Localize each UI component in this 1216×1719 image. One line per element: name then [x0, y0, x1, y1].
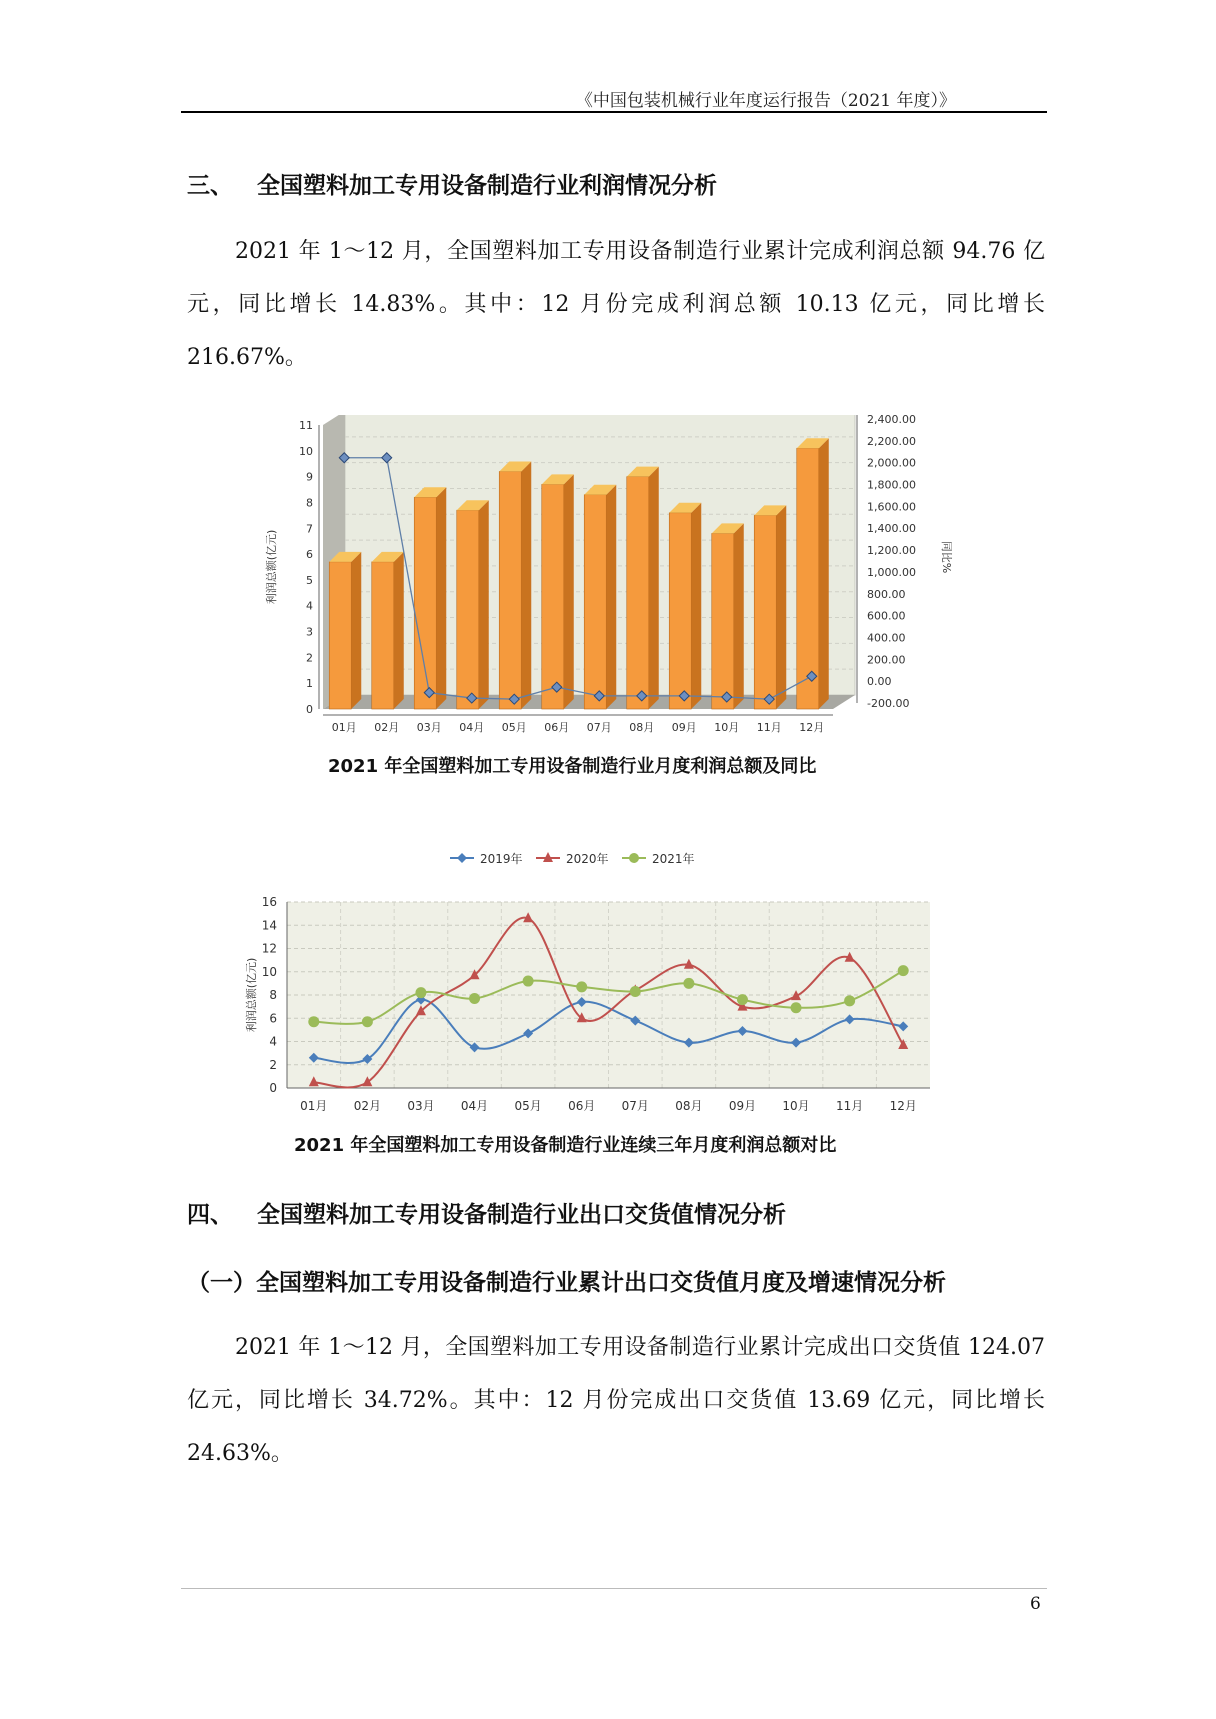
x-tick-label: 12月	[889, 1099, 917, 1113]
chart-2-caption: 2021 年全国塑料加工专用设备制造行业连续三年月度利润总额对比	[294, 1135, 837, 1156]
marker-circle	[576, 981, 587, 992]
bar-side	[351, 552, 361, 709]
y-tick-label: 16	[261, 895, 277, 909]
x-tick-label: 07月	[621, 1099, 649, 1113]
y-tick-label: 14	[261, 918, 277, 933]
marker-circle	[523, 976, 534, 987]
y-tick-label: 6	[269, 1011, 277, 1026]
y-tick-label: 2	[269, 1057, 277, 1072]
y2-tick-label: 1,200.00	[867, 544, 916, 558]
report-header: 《中国包装机械行业年度运行报告（2021 年度）》	[575, 91, 956, 111]
legend-label: 2021年	[652, 852, 695, 866]
bar-front	[712, 533, 734, 709]
bar-side	[436, 487, 446, 709]
y-tick-label: 11	[299, 419, 313, 432]
bar-front	[584, 495, 606, 709]
bar-side	[819, 438, 829, 709]
bar-front	[797, 448, 819, 709]
y2-tick-label: 2,400.00	[867, 415, 916, 426]
x-tick-label: 09月	[671, 721, 697, 734]
section-3-paragraph	[187, 225, 1045, 384]
y-tick-label: 2	[306, 651, 313, 665]
x-tick-label: 09月	[728, 1099, 757, 1113]
bar-front	[372, 562, 394, 709]
x-tick-label: 10月	[714, 721, 740, 734]
y-tick-label: 6	[306, 548, 313, 562]
y-tick-label: 0	[306, 703, 313, 716]
y-tick-label: 8	[269, 988, 277, 1002]
legend-label: 2019年	[480, 852, 523, 866]
bar-front	[754, 515, 776, 709]
section-3-title: 全国塑料加工专用设备制造行业利润情况分析	[257, 173, 717, 199]
footer-rule	[181, 1588, 1047, 1589]
section-4-paragraph-text: 2021 年 1～12 月，全国塑料加工专用设备制造行业累计完成出口交货值 124.07 亿元，同比增长 34.72%。其中：12 月份完成出口交货值 13.69 亿元，同比增长 24.63%。	[187, 1335, 1045, 1466]
bar-front	[414, 497, 436, 709]
x-tick-label: 05月	[514, 1099, 542, 1113]
section-4-number: 四、	[187, 1202, 233, 1228]
chart-1-caption: 2021 年全国塑料加工专用设备制造行业月度利润总额及同比	[328, 756, 817, 777]
header-rule	[181, 111, 1047, 113]
y2-tick-label: 200.00	[867, 653, 906, 667]
y2-axis-title: 同比%	[940, 540, 953, 574]
x-tick-label: 02月	[374, 721, 400, 734]
y2-tick-label: 1,600.00	[867, 500, 916, 514]
section-3-number: 三、	[187, 173, 233, 199]
bar-side	[734, 523, 744, 709]
y2-tick-label: 400.00	[867, 631, 906, 645]
y2-tick-label: 2,200.00	[867, 434, 916, 448]
y-tick-label: 7	[306, 522, 313, 536]
y-tick-label: 3	[306, 625, 313, 639]
bar-front	[669, 513, 691, 709]
marker-circle	[415, 987, 426, 998]
bar-side	[776, 505, 786, 709]
x-tick-label: 11月	[835, 1099, 864, 1113]
profit-comparison-line-chart	[245, 842, 955, 1122]
marker-circle	[362, 1016, 373, 1027]
y2-tick-label: 1,000.00	[867, 565, 916, 579]
x-tick-label: 10月	[782, 1099, 810, 1113]
y-tick-label: 12	[261, 941, 277, 956]
y-tick-label: 8	[306, 496, 313, 510]
x-tick-label: 01月	[300, 1099, 328, 1113]
y2-tick-label: -200.00	[867, 697, 910, 710]
y-tick-label: 10	[299, 444, 313, 458]
section-3-paragraph-text: 2021 年 1～12 月，全国塑料加工专用设备制造行业累计完成利润总额 94.76 亿元，同比增长 14.83%。其中：12 月份完成利润总额 10.13 亿元，同比增长 216.67%。	[187, 239, 1045, 370]
marker-circle	[683, 978, 694, 989]
y-axis-title: 利润总额(亿元)	[245, 957, 258, 1033]
bar-side	[479, 500, 489, 709]
x-tick-label: 06月	[544, 721, 570, 734]
page-number: 6	[1030, 1594, 1041, 1614]
section-4-paragraph	[187, 1321, 1045, 1480]
marker-circle	[844, 995, 855, 1006]
section-4-title: 全国塑料加工专用设备制造行业出口交货值情况分析	[257, 1202, 786, 1228]
bar-side	[521, 461, 531, 709]
bar-front	[329, 562, 351, 709]
marker-circle	[308, 1016, 319, 1027]
bar-front	[499, 471, 521, 709]
y-axis-title: 利润总额(亿元)	[265, 529, 278, 605]
y-tick-label: 4	[306, 599, 313, 613]
x-tick-label: 08月	[675, 1099, 703, 1113]
bar-side	[606, 485, 616, 709]
marker-circle	[898, 965, 909, 976]
bar-side	[691, 503, 701, 709]
x-tick-label: 03月	[416, 721, 442, 734]
marker-circle	[469, 993, 480, 1004]
x-tick-label: 01月	[331, 721, 357, 734]
y2-tick-label: 0.00	[867, 675, 892, 689]
y-tick-label: 9	[306, 470, 313, 484]
marker-circle	[737, 994, 748, 1005]
legend-marker-diamond	[457, 853, 467, 863]
x-tick-label: 03月	[407, 1099, 435, 1113]
bar-front	[627, 477, 649, 709]
x-tick-label: 07月	[586, 721, 612, 734]
x-tick-label: 08月	[629, 721, 655, 734]
y-tick-label: 10	[261, 964, 277, 979]
x-tick-label: 11月	[756, 721, 782, 734]
y-tick-label: 1	[306, 677, 313, 691]
x-tick-label: 02月	[353, 1099, 382, 1113]
y2-tick-label: 2,000.00	[867, 456, 916, 470]
section-4-subtitle: （一）全国塑料加工专用设备制造行业累计出口交货值月度及增速情况分析	[187, 1270, 946, 1296]
bar-front	[457, 510, 479, 709]
x-tick-label: 06月	[568, 1099, 596, 1113]
x-tick-label: 04月	[459, 721, 485, 734]
bar-front	[542, 484, 564, 709]
y-tick-label: 5	[306, 573, 313, 587]
x-tick-label: 05月	[501, 721, 527, 734]
x-tick-label: 04月	[460, 1099, 489, 1113]
bar-side	[649, 467, 659, 709]
y2-tick-label: 600.00	[867, 609, 906, 623]
y-tick-label: 4	[269, 1034, 277, 1049]
y-tick-label: 0	[269, 1081, 277, 1095]
profit-bar-chart	[255, 415, 965, 745]
y2-tick-label: 1,800.00	[867, 478, 916, 492]
legend-label: 2020年	[566, 852, 609, 866]
legend-marker-circle	[629, 853, 639, 863]
marker-circle	[630, 986, 641, 997]
x-tick-label: 12月	[799, 721, 825, 734]
y2-tick-label: 1,400.00	[867, 522, 916, 536]
y2-tick-label: 800.00	[867, 587, 906, 601]
bar-side	[394, 552, 404, 709]
marker-circle	[791, 1002, 802, 1013]
bar-side	[564, 474, 574, 709]
